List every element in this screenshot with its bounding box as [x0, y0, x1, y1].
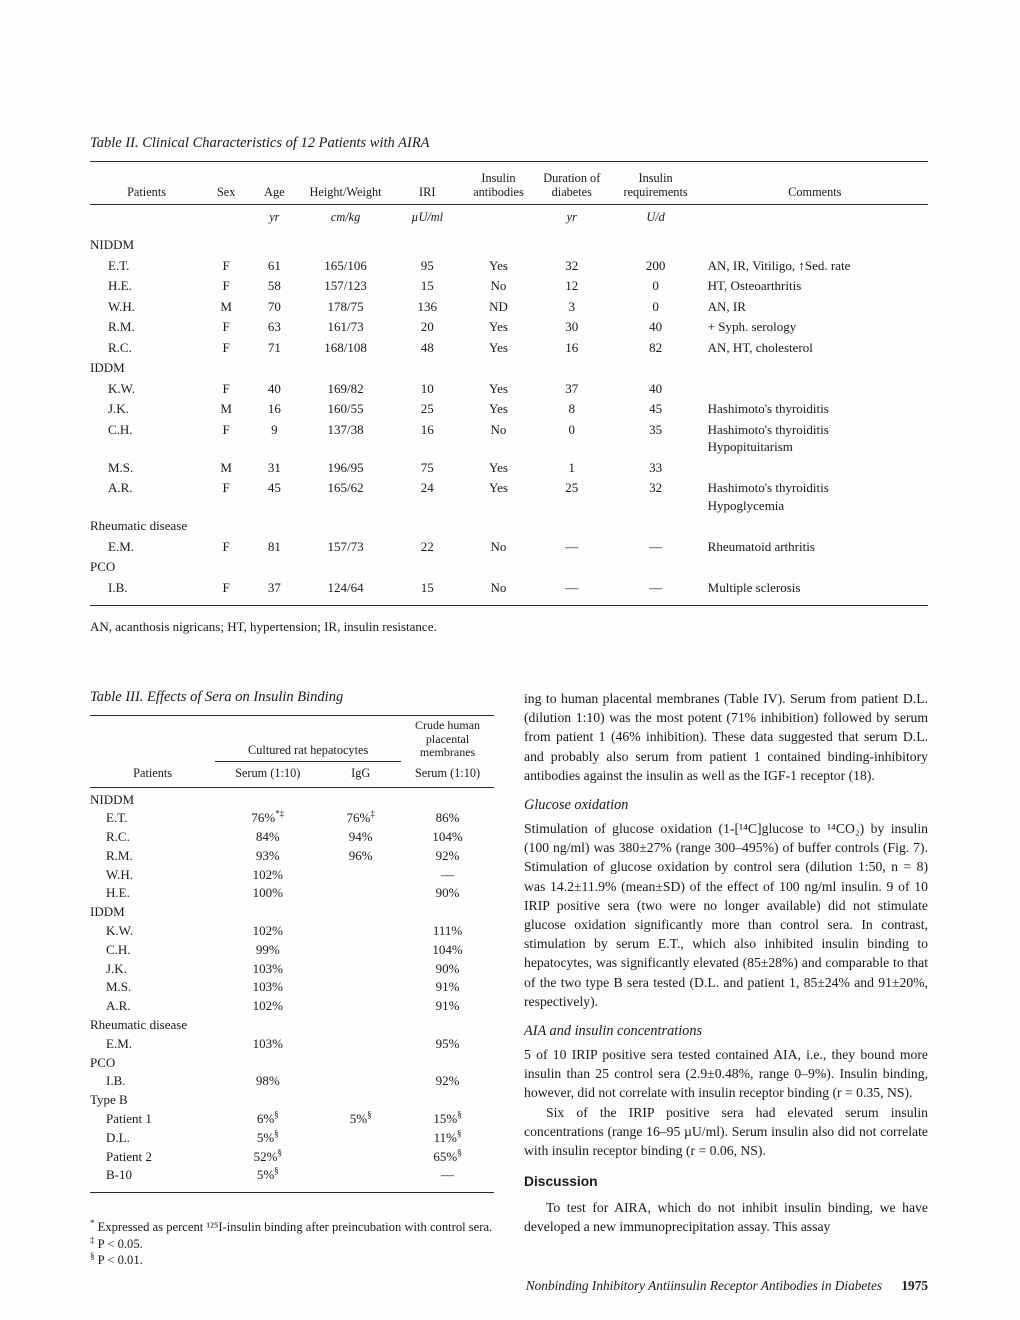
- iri-value: 95: [420, 257, 434, 273]
- table2-section-row: [90, 557, 928, 578]
- height-weight-value: 168/108: [324, 339, 367, 355]
- patient-id: A.R.: [108, 480, 133, 495]
- table-footnote: * Expressed as percent ¹²⁵I-insulin binding after preincubation with control sera.: [90, 1218, 493, 1235]
- insulin-antibodies-value: Yes: [489, 319, 508, 334]
- binding-value: 84%: [255, 829, 280, 845]
- table3-section-row: [90, 787, 494, 809]
- comments-cell: [702, 255, 928, 276]
- table2: [90, 161, 928, 606]
- comment-line: + Syph. serology: [707, 319, 797, 334]
- table3-row: [90, 866, 494, 885]
- table2-section-row: [90, 232, 928, 255]
- patient-id: Patient 1: [106, 1111, 152, 1127]
- requirements-value: —: [649, 538, 663, 554]
- comment-line: AN, IR, Vitiligo, ↑Sed. rate: [707, 257, 851, 273]
- binding-value: 93%: [255, 847, 280, 863]
- height-weight-value: 178/75: [327, 298, 364, 314]
- patient-id: R.C.: [108, 339, 132, 355]
- age-value: 81: [267, 538, 281, 554]
- section-heading: Discussion: [524, 1174, 598, 1190]
- section-label: Rheumatic disease: [90, 518, 188, 533]
- col-header-insulin-antibodies: Insulin antibodies: [463, 162, 534, 205]
- comment-line: Hashimoto's thyroiditis: [707, 480, 829, 495]
- requirements-value: —: [649, 579, 663, 595]
- binding-value: 102%: [252, 923, 283, 939]
- duration-value: 16: [565, 339, 579, 355]
- table2-row: [90, 337, 928, 358]
- iri-value: 10: [420, 380, 434, 396]
- patient-id: Patient 2: [106, 1148, 152, 1164]
- table2-body: [90, 232, 928, 606]
- patient-id: E.T.: [108, 257, 130, 273]
- table2-section: [90, 135, 928, 635]
- footer-running-title: Nonbinding Inhibitory Antiinsulin Receptor Antibodies in Diabetes: [525, 1278, 883, 1293]
- binding-value: 15%§: [433, 1109, 462, 1127]
- requirements-value: 45: [649, 401, 663, 416]
- binding-value: [320, 1035, 401, 1054]
- page-footer: [526, 1278, 928, 1294]
- comments-cell: [702, 419, 928, 457]
- table2-row: [90, 399, 928, 420]
- table2-section-row: [90, 516, 928, 537]
- table3-row: [90, 997, 494, 1016]
- patient-id: M.S.: [108, 459, 134, 475]
- height-weight-value: 161/73: [327, 319, 364, 334]
- table3: [90, 715, 494, 1193]
- unit-iri: µU/ml: [411, 210, 444, 224]
- comment-line: Multiple sclerosis: [707, 579, 801, 595]
- sex-value: F: [222, 257, 230, 273]
- subsection-heading: AIA and insulin concentrations: [524, 1023, 703, 1040]
- binding-value: 102%: [252, 866, 283, 882]
- section-label: IDDM: [90, 904, 125, 920]
- patient-id: E.M.: [106, 1035, 132, 1051]
- sex-value: F: [222, 380, 230, 396]
- sex-value: M: [220, 298, 232, 314]
- binding-value: 91%: [435, 979, 460, 995]
- age-value: 58: [267, 278, 281, 293]
- stat-marker: §: [274, 1109, 279, 1120]
- age-value: 63: [267, 319, 281, 334]
- section-label: NIDDM: [90, 237, 135, 252]
- duration-value: 8: [568, 401, 576, 416]
- table2-section-row: [90, 358, 928, 379]
- binding-value: [320, 922, 401, 941]
- table2-row: [90, 255, 928, 276]
- patient-id: W.H.: [106, 866, 133, 882]
- patient-id: I.B.: [108, 579, 128, 595]
- patient-id: H.E.: [108, 278, 132, 293]
- requirements-value: 40: [649, 380, 663, 396]
- table-footnote: ‡ P < 0.05.: [90, 1234, 143, 1251]
- table2-row: [90, 296, 928, 317]
- binding-value: 102%: [252, 998, 283, 1014]
- binding-value: 104%: [432, 941, 463, 957]
- group-header-blank: [90, 716, 215, 762]
- table2-header-row: [90, 162, 928, 205]
- insulin-antibodies-value: No: [490, 538, 507, 554]
- left-column: [90, 689, 494, 1269]
- binding-value: 104%: [432, 829, 463, 845]
- section-label: PCO: [90, 559, 116, 574]
- unit-duration: yr: [566, 210, 577, 224]
- requirements-value: 35: [649, 421, 663, 437]
- table-footnote: § P < 0.01.: [90, 1251, 143, 1268]
- table3-row: [90, 847, 494, 866]
- patient-id: C.H.: [106, 941, 131, 957]
- age-value: 45: [267, 480, 281, 495]
- binding-value: 86%: [435, 810, 460, 826]
- requirements-value: 200: [645, 257, 666, 273]
- stat-marker: §: [456, 1128, 462, 1139]
- height-weight-value: 160/55: [327, 401, 364, 416]
- footer-page-number: 1975: [901, 1278, 928, 1293]
- section-label: Type B: [90, 1092, 128, 1108]
- insulin-antibodies-value: No: [490, 579, 507, 595]
- binding-value: 90%: [435, 960, 460, 976]
- insulin-antibodies-value: Yes: [489, 339, 508, 355]
- table2-row: [90, 577, 928, 606]
- table3-group-header-row: [90, 716, 494, 762]
- binding-value: 103%: [252, 979, 283, 995]
- comments-cell: [702, 457, 928, 478]
- col-header-iri: IRI: [392, 162, 463, 205]
- table3-footnotes: [90, 1219, 494, 1269]
- duration-value: 32: [565, 257, 579, 273]
- patient-id: E.M.: [108, 538, 134, 554]
- sex-value: F: [222, 339, 230, 355]
- binding-value: 100%: [252, 885, 283, 901]
- requirements-value: 0: [652, 298, 659, 314]
- col-header-sex: Sex: [203, 162, 249, 205]
- unit-blank: [702, 205, 928, 233]
- age-value: 9: [271, 421, 278, 437]
- table3-subheader-row: [90, 762, 494, 788]
- patient-id: R.M.: [108, 319, 135, 334]
- duration-value: 25: [565, 480, 579, 495]
- comment-line: Hashimoto's thyroiditis: [707, 401, 829, 416]
- table3-row: [90, 809, 494, 828]
- comment-line: Hashimoto's thyroiditis: [707, 421, 829, 437]
- binding-value: [320, 884, 401, 903]
- insulin-antibodies-value: Yes: [489, 257, 508, 273]
- iri-value: 15: [420, 579, 434, 595]
- binding-value: [320, 1148, 401, 1167]
- binding-value: —: [441, 1167, 455, 1183]
- binding-value: 5%§: [256, 1128, 279, 1145]
- binding-value: 76%‡: [346, 808, 375, 826]
- stat-marker: §: [457, 1109, 462, 1120]
- binding-value: [320, 866, 401, 885]
- requirements-value: 0: [652, 278, 659, 293]
- age-value: 61: [267, 257, 281, 273]
- insulin-antibodies-value: Yes: [489, 380, 508, 396]
- age-value: 16: [267, 401, 281, 416]
- table3-section-row: [90, 1054, 494, 1073]
- insulin-antibodies-value: Yes: [489, 480, 508, 495]
- table2-row: [90, 276, 928, 297]
- comments-cell: [702, 378, 928, 399]
- binding-value: 5%§: [256, 1166, 279, 1183]
- two-column-region: [90, 689, 928, 1269]
- section-label: NIDDM: [90, 791, 135, 807]
- requirements-value: 82: [649, 339, 663, 355]
- iri-value: 48: [420, 339, 434, 355]
- patient-id: B-10: [106, 1167, 132, 1183]
- comment-line: HT, Osteoarthritis: [707, 278, 802, 293]
- height-weight-value: 169/82: [327, 380, 364, 396]
- table3-row: [90, 1035, 494, 1054]
- table3-row: [90, 941, 494, 960]
- comments-cell: [702, 276, 928, 297]
- paragraph: Six of the IRIP positive sera had elevated serum insulin concentrations (range 16–95 µU/ml). Serum insulin also did not correlate with insulin receptor binding (r = 0.06, NS).: [524, 1104, 928, 1159]
- stat-marker: §: [367, 1109, 372, 1120]
- height-weight-value: 137/38: [327, 421, 364, 437]
- binding-value: 98%: [255, 1073, 280, 1089]
- col-header-serum-1-10: Serum (1:10): [401, 762, 494, 788]
- right-column: [494, 689, 928, 1269]
- paragraph: 5 of 10 IRIP positive sera tested contained AIA, i.e., they bound more insulin than 25 control sera (2.9±0.48%, range 0–9%). Insulin binding, however, did not correlate with insulin receptor binding (r = 0.35, NS).: [524, 1047, 928, 1101]
- age-value: 37: [267, 579, 281, 595]
- unit-height-weight: cm/kg: [330, 210, 361, 224]
- comment-line: AN, IR: [707, 298, 746, 314]
- binding-value: 103%: [252, 1035, 283, 1051]
- binding-value: [320, 997, 401, 1016]
- footnote-marker: *: [90, 1218, 95, 1229]
- iri-value: 24: [420, 480, 434, 495]
- sex-value: F: [222, 319, 230, 334]
- binding-value: 92%: [435, 1073, 460, 1089]
- binding-value: [320, 1166, 401, 1192]
- stat-marker: *‡: [275, 808, 285, 819]
- sex-value: F: [222, 278, 230, 293]
- patient-id: I.B.: [106, 1073, 126, 1089]
- binding-value: 95%: [435, 1035, 460, 1051]
- binding-value: [320, 1129, 401, 1148]
- iri-value: 20: [420, 319, 434, 334]
- iri-value: 22: [420, 538, 434, 554]
- table3-row: [90, 828, 494, 847]
- binding-value: 99%: [255, 941, 280, 957]
- stat-marker: ‡: [370, 808, 375, 819]
- binding-value: 11%§: [433, 1128, 462, 1145]
- table3-title: Table III. Effects of Sera on Insulin Binding: [90, 689, 344, 705]
- col-header-requirements: Insulin requirements: [609, 162, 701, 205]
- paragraph: ing to human placental membranes (Table IV). Serum from patient D.L. (dilution 1:10) was the most potent (71% inhibition) followed by serum from patient 1 (46% inhibition). These data suggested that serum D.L. and probably also serum from patient 1 contained binding-inhibitory antibodies against the insulin as well as the IGF-1 receptor (18).: [524, 691, 928, 783]
- binding-value: 90%: [435, 885, 460, 901]
- table3-row: [90, 1166, 494, 1192]
- insulin-antibodies-value: No: [490, 421, 507, 437]
- duration-value: 37: [565, 380, 579, 396]
- table3-row: [90, 1148, 494, 1167]
- duration-value: 0: [568, 421, 576, 437]
- duration-value: —: [565, 538, 579, 554]
- table3-body: [90, 787, 494, 1193]
- table2-units-row: [90, 205, 928, 233]
- section-label: Rheumatic disease: [90, 1017, 188, 1033]
- section-label: IDDM: [90, 360, 125, 375]
- table2-row: [90, 317, 928, 338]
- iri-value: 15: [420, 278, 434, 293]
- binding-value: —: [441, 866, 455, 882]
- unit-blank: [90, 205, 203, 233]
- requirements-value: 40: [649, 319, 663, 334]
- patient-id: K.W.: [108, 380, 135, 396]
- comment-line: Rheumatoid arthritis: [707, 538, 815, 554]
- table3-row: [90, 1110, 494, 1129]
- requirements-value: 32: [649, 480, 663, 495]
- stat-marker: §: [274, 1128, 279, 1139]
- binding-value: 111%: [432, 923, 463, 939]
- duration-value: 1: [568, 459, 576, 475]
- table2-footnote: AN, acanthosis nigricans; HT, hypertension; IR, insulin resistance.: [90, 619, 437, 634]
- comments-cell: [702, 296, 928, 317]
- table3-row: [90, 1072, 494, 1091]
- table3-section-row: [90, 1091, 494, 1110]
- col-header-height-weight: Height/Weight: [299, 162, 391, 205]
- sex-value: F: [222, 421, 230, 437]
- section-label: PCO: [90, 1054, 116, 1070]
- patient-id: W.H.: [108, 298, 135, 314]
- height-weight-value: 165/62: [327, 480, 364, 495]
- binding-value: 92%: [435, 847, 460, 863]
- age-value: 40: [267, 380, 281, 396]
- insulin-antibodies-value: Yes: [489, 459, 508, 475]
- binding-value: [320, 1072, 401, 1091]
- table2-title: Table II. Clinical Characteristics of 12 Patients with AIRA: [90, 135, 430, 151]
- sex-value: F: [222, 538, 230, 554]
- table3-row: [90, 884, 494, 903]
- patient-id: R.C.: [106, 829, 130, 845]
- binding-value: 94%: [348, 829, 373, 845]
- col-header-patients: Patients: [90, 762, 215, 788]
- col-header-duration: Duration of diabetes: [534, 162, 609, 205]
- table2-row: [90, 457, 928, 478]
- binding-value: 5%§: [349, 1109, 372, 1127]
- paragraph: To test for AIRA, which do not inhibit insulin binding, we have developed a new immunoprecipitation assay. This assay: [524, 1200, 928, 1235]
- height-weight-value: 196/95: [327, 459, 364, 475]
- comments-cell: [702, 399, 928, 420]
- binding-value: [320, 941, 401, 960]
- table3-row: [90, 978, 494, 997]
- binding-value: [320, 960, 401, 979]
- iri-value: 75: [420, 459, 434, 475]
- height-weight-value: 157/123: [324, 278, 367, 293]
- unit-age: yr: [269, 210, 280, 224]
- table3-section-row: [90, 903, 494, 922]
- duration-value: 12: [565, 278, 579, 293]
- comment-line: AN, HT, cholesterol: [707, 339, 813, 355]
- insulin-antibodies-value: ND: [489, 298, 508, 314]
- patient-id: J.K.: [108, 401, 129, 416]
- table2-row: [90, 378, 928, 399]
- stat-marker: §: [277, 1147, 282, 1158]
- duration-value: 30: [565, 319, 579, 334]
- subsection-heading: Glucose oxidation: [524, 797, 629, 814]
- group-header-hepatocytes: Cultured rat hepatocytes: [215, 716, 401, 762]
- iri-value: 16: [420, 421, 434, 437]
- insulin-antibodies-value: No: [490, 278, 507, 293]
- age-value: 31: [267, 459, 281, 475]
- footnote-marker: ‡: [90, 1234, 95, 1245]
- binding-value: 52%§: [253, 1147, 282, 1164]
- unit-blank: [463, 205, 534, 233]
- footnote-marker: §: [90, 1251, 95, 1262]
- patient-id: M.S.: [106, 979, 132, 995]
- age-value: 70: [267, 298, 281, 314]
- sex-value: F: [222, 480, 230, 495]
- table3-row: [90, 960, 494, 979]
- comment-line: Hypopituitarism: [707, 439, 793, 454]
- col-header-serum-1-10: Serum (1:10): [215, 762, 320, 788]
- binding-value: [320, 978, 401, 997]
- patient-id: D.L.: [106, 1129, 130, 1145]
- duration-value: 3: [568, 298, 576, 314]
- col-header-patients: Patients: [90, 162, 203, 205]
- comment-line: Hypoglycemia: [707, 497, 785, 513]
- unit-blank: [203, 205, 249, 233]
- sex-value: M: [220, 459, 232, 475]
- patient-id: A.R.: [106, 998, 131, 1014]
- col-header-igg: IgG: [320, 762, 401, 788]
- height-weight-value: 165/106: [324, 257, 367, 273]
- binding-value: 91%: [435, 998, 460, 1014]
- patient-id: J.K.: [106, 960, 127, 976]
- patient-id: K.W.: [106, 923, 133, 939]
- binding-value: 76%*‡: [251, 808, 285, 826]
- binding-value: 6%§: [256, 1109, 279, 1127]
- height-weight-value: 124/64: [327, 579, 364, 595]
- table3-row: [90, 922, 494, 941]
- binding-value: 103%: [252, 960, 283, 976]
- binding-value: 96%: [348, 847, 373, 863]
- sex-value: M: [220, 401, 232, 416]
- age-value: 71: [267, 339, 281, 355]
- stat-marker: §: [457, 1147, 462, 1158]
- comments-cell: [702, 317, 928, 338]
- col-header-age: Age: [249, 162, 299, 205]
- iri-value: 136: [417, 298, 437, 314]
- table3-row: [90, 1129, 494, 1148]
- height-weight-value: 157/73: [327, 538, 364, 554]
- patient-id: E.T.: [106, 810, 128, 826]
- comments-cell: [702, 478, 928, 516]
- requirements-value: 33: [649, 459, 663, 475]
- col-header-comments: Comments: [702, 162, 928, 205]
- sex-value: F: [222, 579, 230, 595]
- unit-requirements: U/d: [646, 210, 665, 224]
- insulin-antibodies-value: Yes: [489, 401, 508, 416]
- patient-id: R.M.: [106, 847, 133, 863]
- patient-id: C.H.: [108, 421, 133, 437]
- stat-marker: §: [274, 1166, 279, 1177]
- comments-cell: [702, 577, 928, 606]
- patient-id: H.E.: [106, 885, 130, 901]
- group-header-membranes: Crude human placental membranes: [415, 718, 481, 759]
- binding-value: 65%§: [433, 1147, 462, 1164]
- paragraph: Stimulation of glucose oxidation (1-[¹⁴C]glucose to ¹⁴CO₂) by insulin (100 ng/ml) was 380±27% (range 300–495%) of buffer controls (Fig. 7). Stimulation of glucose oxidation by control sera (dilution 1:50, n = 8) was 14.2±11.9% (mean±SD) of the effect of 100 ng/ml insulin. 9 of 10 IRIP positive sera (two were no longer available) did not stimulate glucose oxidation significantly more than control sera. In contrast, stimulation by serum E.T., which also inhibited insulin binding to hepatocytes, was significantly elevated (85±28%) and comparable to that of the two type B sera tested (D.L. and patient 1, 85±24% and 91±20%, respectively).: [524, 821, 928, 1009]
- table2-row: [90, 536, 928, 557]
- table2-row: [90, 478, 928, 516]
- iri-value: 25: [420, 401, 434, 416]
- comments-cell: [702, 337, 928, 358]
- table2-row: [90, 419, 928, 457]
- table3-section-row: [90, 1016, 494, 1035]
- comments-cell: [702, 536, 928, 557]
- duration-value: —: [565, 579, 579, 595]
